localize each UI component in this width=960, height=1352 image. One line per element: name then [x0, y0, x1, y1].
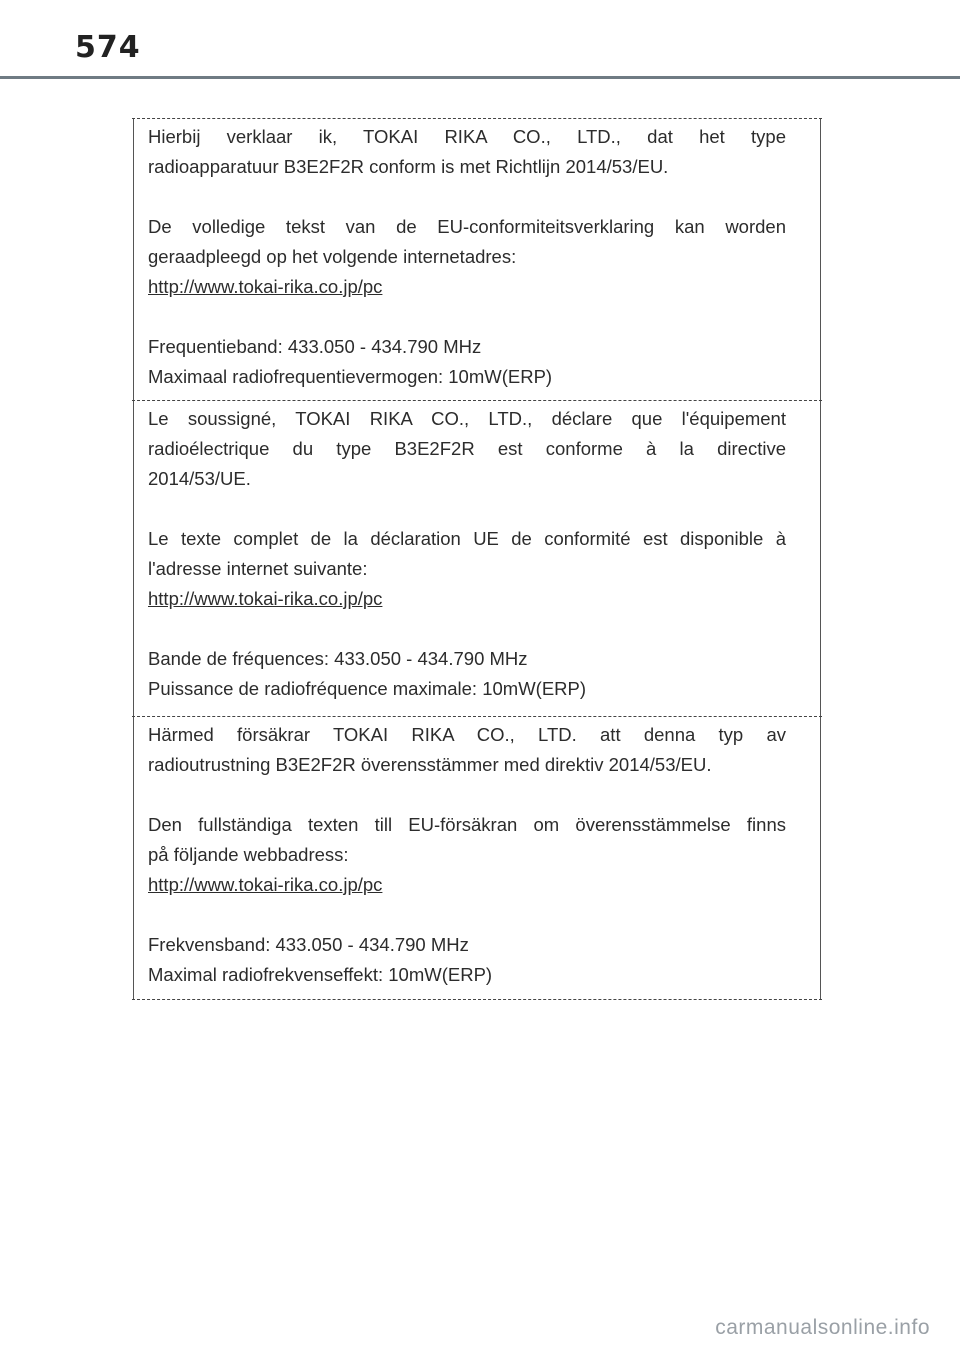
dashed-divider-top: [132, 118, 822, 119]
header-divider: [0, 76, 960, 79]
nl-line-3: De volledige tekst van de EU-conformiteitsverklaring kan worden: [148, 216, 786, 237]
dashed-divider-2: [132, 716, 822, 717]
page-number: 574: [75, 30, 141, 65]
sv-line-3: Den fullständiga texten till EU-försäkran om överensstämmelse finns: [148, 814, 786, 835]
fr-frequency-band: Bande de fréquences: 433.050 - 434.790 MHz: [148, 648, 528, 669]
dashed-divider-1: [132, 400, 822, 401]
section-swedish: [148, 720, 786, 990]
sv-frequency-band: Frekvensband: 433.050 - 434.790 MHz: [148, 934, 469, 955]
section-dutch: [148, 122, 786, 392]
sv-max-power: Maximal radiofrekvenseffekt: 10mW(ERP): [148, 964, 493, 985]
nl-frequency-band: Frequentieband: 433.050 - 434.790 MHz: [148, 336, 482, 357]
nl-line-4: geraadpleegd op het volgende internetadres:: [148, 246, 517, 267]
fr-line-3: 2014/53/UE.: [148, 468, 251, 489]
nl-line-1: Hierbij verklaar ik, TOKAI RIKA CO., LTD., dat het type: [148, 126, 786, 147]
fr-line-2: radioélectrique du type B3E2F2R est conforme à la directive: [148, 438, 786, 459]
sv-declaration-link[interactable]: http://www.tokai-rika.co.jp/pc: [148, 874, 383, 895]
fr-max-power: Puissance de radiofréquence maximale: 10mW(ERP): [148, 678, 587, 699]
fr-line-5: l'adresse internet suivante:: [148, 558, 368, 579]
sv-line-4: på följande webbadress:: [148, 844, 349, 865]
sv-line-2: radioutrustning B3E2F2R överensstämmer med direktiv 2014/53/EU.: [148, 754, 712, 775]
declaration-of-conformity-box: [133, 118, 821, 1000]
dashed-divider-bottom: [132, 999, 822, 1000]
fr-line-1: Le soussigné, TOKAI RIKA CO., LTD., déclare que l'équipement: [148, 408, 786, 429]
nl-max-power: Maximaal radiofrequentievermogen: 10mW(ERP): [148, 366, 553, 387]
watermark: carmanualsonline.info: [715, 1316, 930, 1339]
nl-declaration-link[interactable]: http://www.tokai-rika.co.jp/pc: [148, 276, 383, 297]
sv-line-1: Härmed försäkrar TOKAI RIKA CO., LTD. att denna typ av: [148, 724, 786, 745]
fr-declaration-link[interactable]: http://www.tokai-rika.co.jp/pc: [148, 588, 383, 609]
section-french: [148, 404, 786, 704]
nl-line-2: radioapparatuur B3E2F2R conform is met Richtlijn 2014/53/EU.: [148, 156, 669, 177]
fr-line-4: Le texte complet de la déclaration UE de conformité est disponible à: [148, 528, 786, 549]
